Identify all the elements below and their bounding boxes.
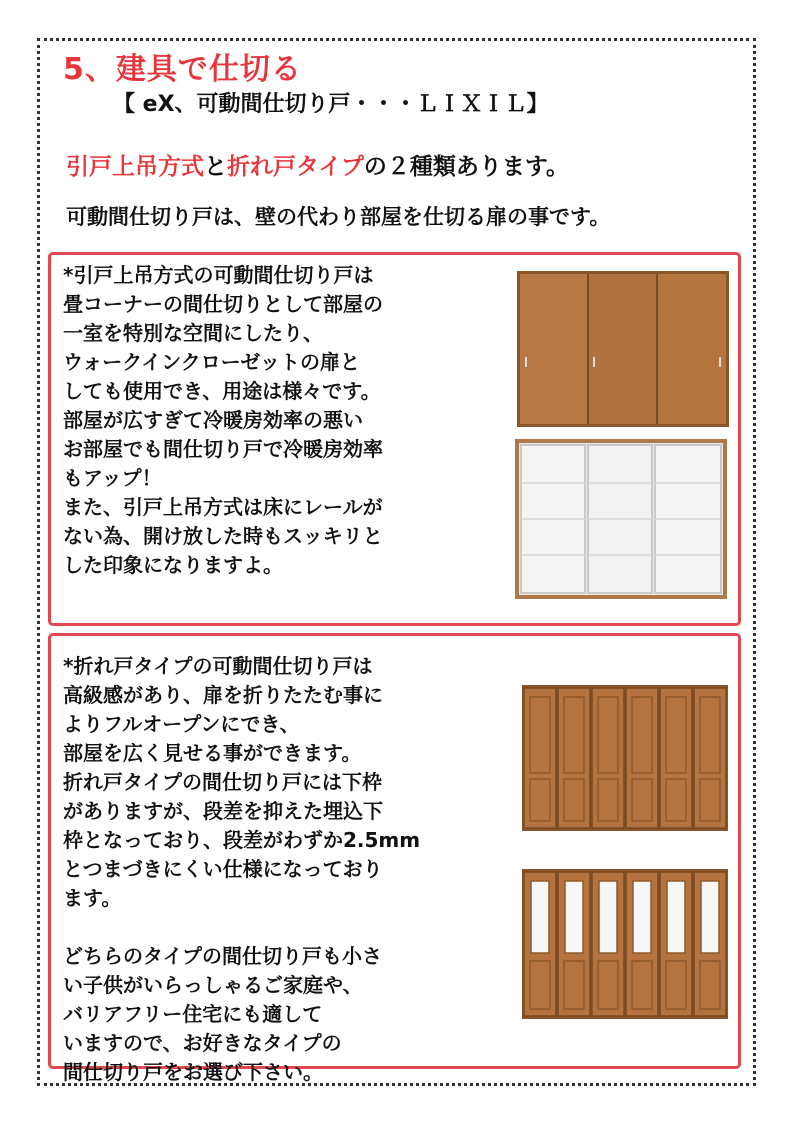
wood-sliding-door-image: [517, 271, 729, 427]
folding-door-panel-image: [522, 685, 728, 831]
sliding-door-text: *引戸上吊方式の可動間仕切り戸は 畳コーナーの間仕切りとして部屋の 一室を特別な空間にしたり、 ウォークインクローゼットの扉と しても使用でき、用途は様々です。 部屋が広すぎて冷暖房効率の悪い お部屋でも間仕切り戸で冷暖房効率 もアップ！ また、引戸上吊方式は床にレールが ない為、開け放した時もスッキリと した印象になりますよ。: [63, 263, 383, 577]
types-line: [66, 148, 569, 181]
subtitle: 【 eX、可動間仕切り戸・・・ＬＩＸＩＬ】: [113, 92, 549, 117]
folding-door-text: *折れ戸タイプの可動間仕切り戸は 高級感があり、扉を折りたたむ事に よりフルオープンにでき、 部屋を広く見せる事ができます。 折れ戸タイプの間仕切り戸には下枠 がありますが、段差を抑えた埋込下 枠となっており、段差がわずか2.5mm とつまづきにくい仕様になっており ます。 どちらのタイプの間仕切り戸も小さ い子供がいらっしゃるご家庭や、 バリアフリー住宅にも適して いますので、お好きなタイプの 間仕切り戸をお選び下さい。: [63, 654, 421, 1084]
types-connector: と: [204, 154, 227, 180]
type-sliding: 引戸上吊方式: [66, 154, 204, 180]
description: 可動間仕切り戸は、壁の代わり部屋を仕切る扉の事です。: [66, 205, 611, 229]
white-sliding-door-image: [515, 439, 727, 599]
types-suffix: の２種類あります。: [363, 154, 570, 180]
folding-door-glass-image: [522, 869, 728, 1019]
page-title: 5、建具で仕切る: [63, 52, 302, 87]
type-folding: 折れ戸タイプ: [227, 154, 364, 180]
